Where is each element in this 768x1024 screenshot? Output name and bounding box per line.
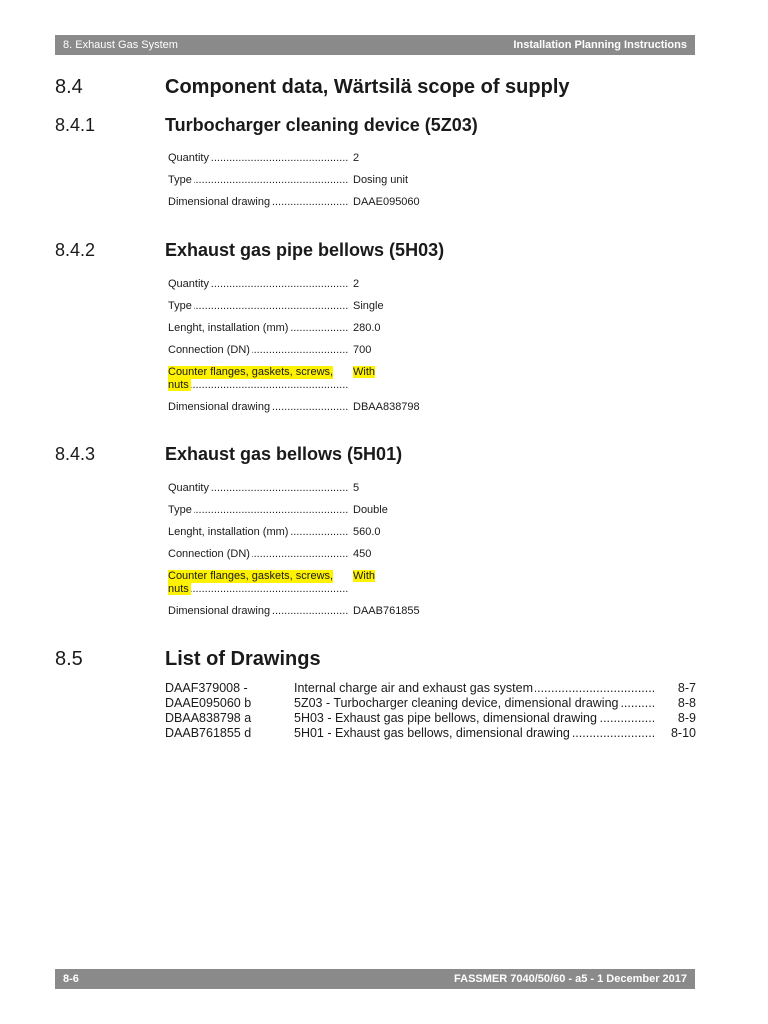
spec-label-line1: Counter flanges, gaskets, screws, <box>168 570 334 582</box>
section-title: Exhaust gas bellows (5H01) <box>165 444 403 464</box>
header-chapter: 8. Exhaust Gas System <box>63 39 178 51</box>
spec-label: Quantity <box>168 482 209 494</box>
drawing-row <box>165 696 697 711</box>
spec-table-5h03 <box>168 278 588 423</box>
spec-row <box>168 174 588 187</box>
spec-row <box>168 196 588 209</box>
spec-row <box>168 300 588 313</box>
spec-label-line2: nuts <box>168 583 189 595</box>
spec-label: Lenght, installation (mm) <box>168 322 289 334</box>
spec-label: Dimensional drawing <box>168 401 271 413</box>
section-number: 8.4.1 <box>55 115 96 135</box>
spec-value: 560.0 <box>353 526 381 538</box>
spec-row-highlighted <box>168 366 588 392</box>
footer-bar <box>55 969 695 989</box>
spec-row <box>168 526 588 539</box>
section-8-4-2-heading <box>55 240 444 261</box>
spec-row <box>168 401 588 414</box>
spec-label-line1: Counter flanges, gaskets, screws, <box>168 366 334 378</box>
section-title: Turbocharger cleaning device (5Z03) <box>165 115 478 135</box>
spec-row <box>168 322 588 335</box>
section-title: Component data, Wärtsilä scope of supply <box>165 76 570 98</box>
drawing-row <box>165 726 697 741</box>
spec-label: Connection (DN) <box>168 548 250 560</box>
spec-value: With <box>353 366 375 378</box>
spec-value: 5 <box>353 482 360 494</box>
spec-value: DBAA838798 <box>353 401 420 413</box>
spec-label: Quantity <box>168 152 209 164</box>
spec-label: Connection (DN) <box>168 344 250 356</box>
drawing-code: DAAF379008 - <box>165 681 248 695</box>
header-doc-title: Installation Planning Instructions <box>513 39 687 51</box>
spec-value: 450 <box>353 548 372 560</box>
drawing-description: 5Z03 - Turbocharger cleaning device, dimensional drawing <box>294 696 619 710</box>
drawing-code: DBAA838798 a <box>165 711 252 725</box>
spec-row <box>168 344 588 357</box>
spec-label: Dimensional drawing <box>168 196 271 208</box>
spec-label: Quantity <box>168 278 209 290</box>
section-title: Exhaust gas pipe bellows (5H03) <box>165 240 445 260</box>
spec-value: 700 <box>353 344 372 356</box>
spec-row <box>168 548 588 561</box>
section-title: List of Drawings <box>165 648 321 670</box>
section-8-4-heading <box>55 76 570 99</box>
spec-row-highlighted <box>168 570 588 596</box>
spec-row <box>168 482 588 495</box>
drawing-code: DAAB761855 d <box>165 726 252 740</box>
spec-value: Double <box>353 504 388 516</box>
spec-value: 2 <box>353 152 360 164</box>
drawing-page: 8-7 <box>677 681 696 695</box>
spec-row <box>168 605 588 618</box>
spec-value: 2 <box>353 278 360 290</box>
drawing-description: 5H03 - Exhaust gas pipe bellows, dimensional drawing <box>294 711 597 725</box>
spec-row <box>168 504 588 517</box>
spec-value: 280.0 <box>353 322 381 334</box>
spec-value: DAAE095060 <box>353 196 420 208</box>
drawings-list <box>165 681 697 741</box>
section-8-4-3-heading <box>55 444 402 465</box>
section-number: 8.4.3 <box>55 444 96 464</box>
header-bar <box>55 35 695 55</box>
spec-value: Dosing unit <box>353 174 409 186</box>
spec-row <box>168 278 588 291</box>
drawing-row <box>165 681 697 696</box>
spec-label: Lenght, installation (mm) <box>168 526 289 538</box>
spec-label-line2: nuts <box>168 379 189 391</box>
section-number: 8.5 <box>55 648 83 670</box>
spec-row <box>168 152 588 165</box>
spec-label: Type <box>168 174 192 186</box>
spec-table-5z03 <box>168 152 588 218</box>
spec-value: With <box>353 570 375 582</box>
drawing-code: DAAE095060 b <box>165 696 252 710</box>
spec-table-5h01 <box>168 482 588 627</box>
section-number: 8.4 <box>55 76 83 98</box>
spec-label: Type <box>168 504 192 516</box>
spec-value: Single <box>353 300 384 312</box>
spec-label: Dimensional drawing <box>168 605 271 617</box>
drawing-row <box>165 711 697 726</box>
section-number: 8.4.2 <box>55 240 96 260</box>
drawing-page: 8-9 <box>677 711 696 725</box>
section-8-4-1-heading <box>55 115 478 136</box>
spec-value: DAAB761855 <box>353 605 420 617</box>
drawing-description: Internal charge air and exhaust gas system <box>294 681 534 695</box>
footer-page-number: 8-6 <box>63 973 79 985</box>
drawing-page: 8-10 <box>670 726 696 740</box>
spec-label: Type <box>168 300 192 312</box>
drawing-page: 8-8 <box>677 696 696 710</box>
drawing-description: 5H01 - Exhaust gas bellows, dimensional drawing <box>294 726 570 740</box>
footer-doc-id: FASSMER 7040/50/60 - a5 - 1 December 2017 <box>454 973 687 985</box>
section-8-5-heading <box>55 648 321 671</box>
